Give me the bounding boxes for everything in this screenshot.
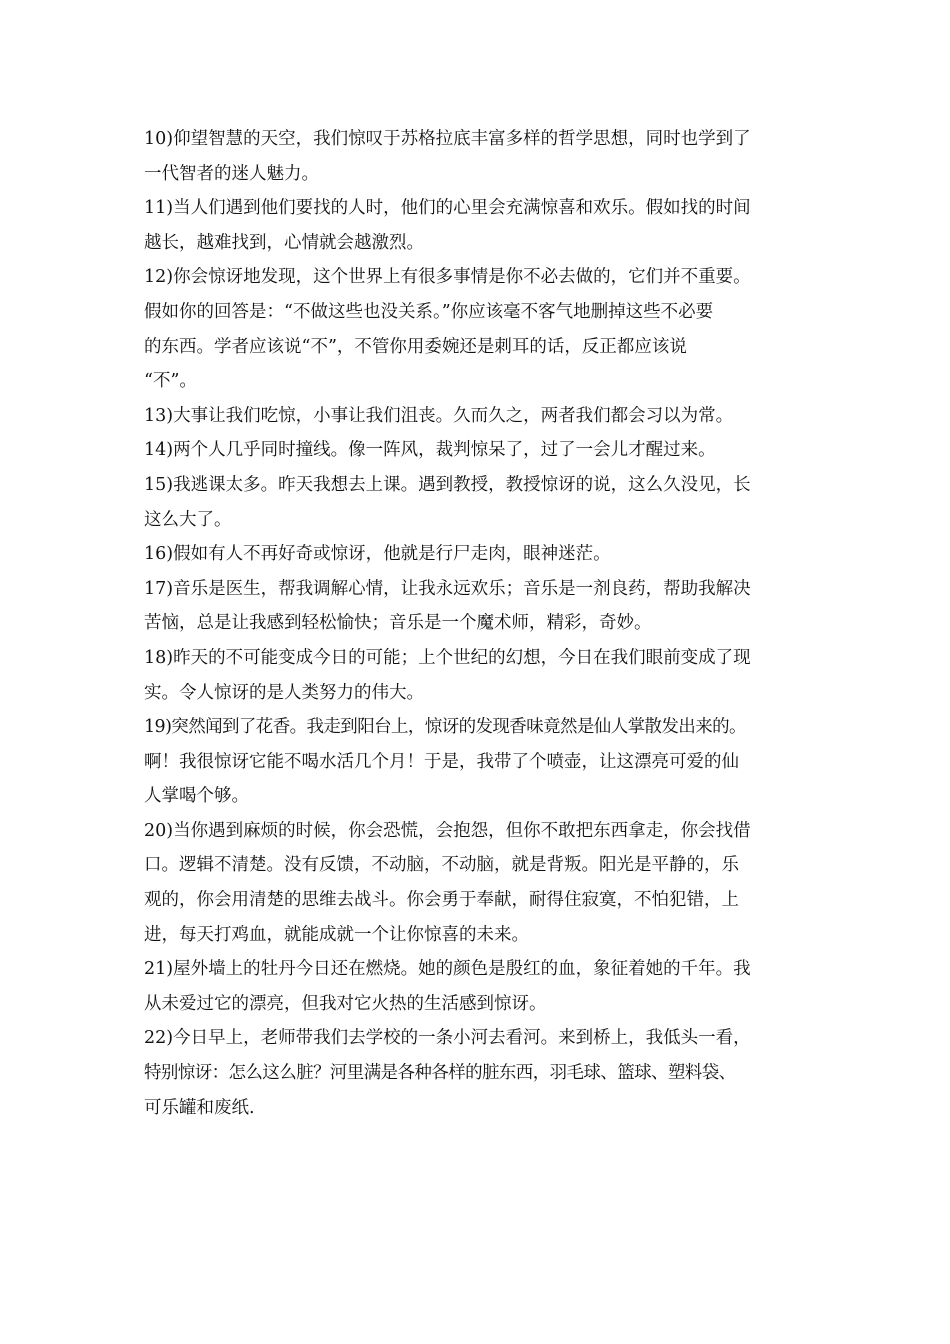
text-line: 12)你会惊讶地发现，这个世界上有很多事情是你不必去做的，它们并不重要。 <box>144 267 751 288</box>
text-line: 从未爱过它的漂亮，但我对它火热的生活感到惊讶。 <box>144 993 547 1014</box>
text-line: 越长，越难找到，心情就会越激烈。 <box>144 232 424 253</box>
text-line: 观的，你会用清楚的思维去战斗。你会勇于奉献，耐得住寂寞，不怕犯错，上 <box>144 890 739 911</box>
text-line: 特别惊讶：怎么这么脏？河里满是各种各样的脏东西，羽毛球、篮球、塑料袋、 <box>144 1063 736 1084</box>
text-line: 实。令人惊讶的是人类努力的伟大。 <box>144 682 424 703</box>
text-line: 15)我逃课太多。昨天我想去上课。遇到教授，教授惊讶的说，这么久没见，长 <box>144 474 751 495</box>
text-line: 22)今日早上，老师带我们去学校的一条小河去看河。来到桥上，我低头一看， <box>144 1028 751 1049</box>
text-line: 18)昨天的不可能变成今日的可能；上个世纪的幻想，今日在我们眼前变成了现 <box>144 647 751 668</box>
text-line: 14)两个人几乎同时撞线。像一阵风，裁判惊呆了，过了一会儿才醒过来。 <box>144 440 716 461</box>
text-line: 一代智者的迷人魅力。 <box>144 163 319 184</box>
text-line: 19)突然闻到了花香。我走到阳台上，惊讶的发现香味竟然是仙人掌散发出来的。 <box>144 717 746 738</box>
text-line: 21)屋外墙上的牡丹今日还在燃烧。她的颜色是殷红的血，象征着她的千年。我 <box>144 959 751 980</box>
text-line: 17)音乐是医生，帮我调解心情，让我永远欢乐；音乐是一剂良药，帮助我解决 <box>144 578 751 599</box>
text-line: 这么大了。 <box>144 509 232 530</box>
text-line: 进，每天打鸡血，就能成就一个让你惊喜的未来。 <box>144 924 529 945</box>
text-line: 口。逻辑不清楚。没有反馈，不动脑，不动脑，就是背叛。阳光是平静的，乐 <box>144 855 739 876</box>
document-body <box>144 122 816 1125</box>
text-line: 的东西。学者应该说“不”，不管你用委婉还是刺耳的话，反正都应该说 <box>144 336 687 357</box>
text-line: 苦恼，总是让我感到轻松愉快；音乐是一个魔术师，精彩，奇妙。 <box>144 613 652 634</box>
text-line: “不”。 <box>144 371 197 392</box>
text-line: 20)当你遇到麻烦的时候，你会恐慌，会抱怨，但你不敢把东西拿走，你会找借 <box>144 820 751 841</box>
text-line: 16)假如有人不再好奇或惊讶，他就是行尸走肉，眼神迷茫。 <box>144 544 611 565</box>
text-line: 啊！我很惊讶它能不喝水活几个月！于是，我带了个喷壶，让这漂亮可爱的仙 <box>144 751 739 772</box>
text-line: 13)大事让我们吃惊，小事让我们沮丧。久而久之，两者我们都会习以为常。 <box>144 405 734 426</box>
text-line: 假如你的回答是：“不做这些也没关系。”你应该毫不客气地删掉这些不必要 <box>144 301 714 322</box>
text-line: 可乐罐和废纸. <box>144 1097 255 1118</box>
text-line: 人掌喝个够。 <box>144 786 249 807</box>
text-line: 11)当人们遇到他们要找的人时，他们的心里会充满惊喜和欢乐。假如找的时间 <box>144 198 751 219</box>
text-line: 10)仰望智慧的天空，我们惊叹于苏格拉底丰富多样的哲学思想，同时也学到了 <box>144 129 751 149</box>
